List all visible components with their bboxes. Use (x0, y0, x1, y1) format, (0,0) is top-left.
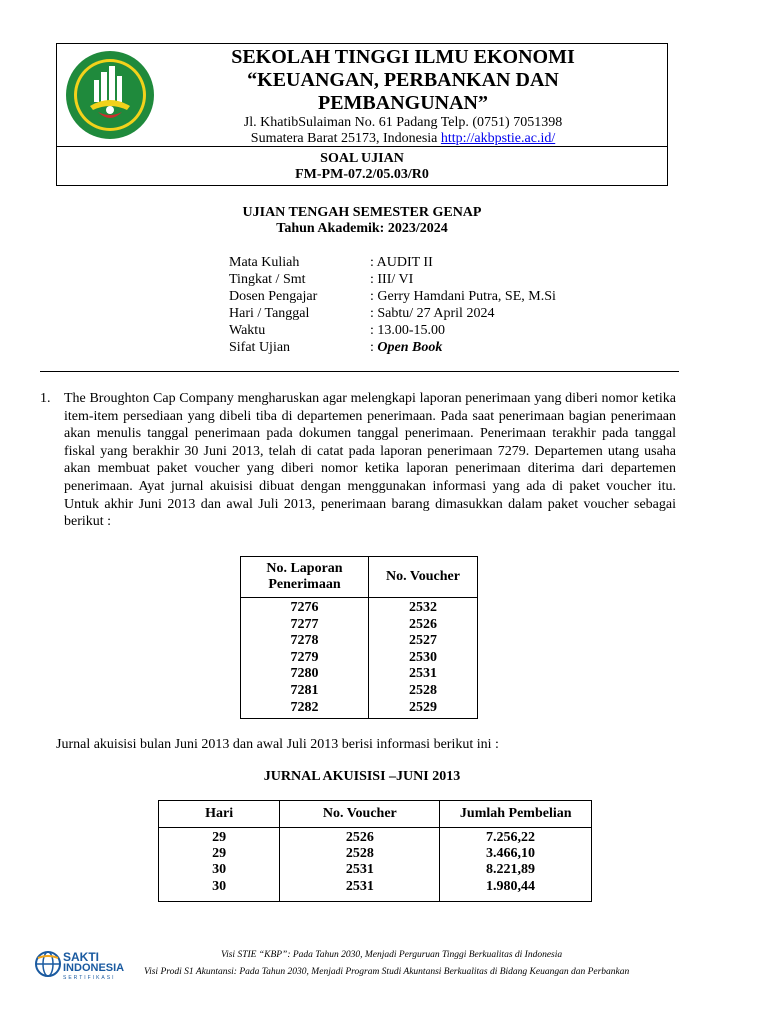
letterhead (56, 43, 668, 186)
table-cell: 30 (159, 879, 280, 902)
table-cell: 2532 (368, 598, 477, 617)
exam-type: Open Book (377, 340, 443, 355)
info-value: : III/ VI (370, 272, 414, 287)
exam-title: UJIAN TENGAH SEMESTER GENAP (242, 205, 482, 220)
table-row (241, 666, 478, 683)
journal-table (158, 800, 592, 902)
voucher-table (240, 556, 478, 719)
address-region: Sumatera Barat 25173, Indonesia (250, 131, 441, 146)
table-row (159, 828, 592, 847)
school-name-line-3: PEMBANGUNAN” (318, 92, 488, 114)
school-name-line-1: SEKOLAH TINGGI ILMU EKONOMI (231, 46, 575, 68)
sakti-logo (34, 946, 140, 986)
info-value: : 13.00-15.00 (370, 323, 446, 338)
info-value-exam-type (370, 339, 442, 356)
address-line-2 (153, 130, 653, 147)
sakti-text-1: SAKTI (63, 950, 99, 964)
table-row (241, 700, 478, 719)
doc-code: FM-PM-07.2/05.03/R0 (295, 167, 429, 182)
info-value: : AUDIT II (370, 255, 433, 270)
journal-intro: Jurnal akuisisi bulan Juni 2013 dan awal Juli 2013 berisi informasi berikut ini : (56, 737, 499, 752)
table-cell: 7282 (241, 700, 369, 719)
header-divider (57, 146, 667, 147)
info-value: : Gerry Hamdani Putra, SE, M.Si (370, 289, 556, 304)
table-cell: 2529 (368, 700, 477, 719)
table-cell: 2530 (368, 650, 477, 667)
column-header: Jumlah Pembelian (440, 801, 592, 828)
info-label: Dosen Pengajar (229, 289, 318, 304)
table-cell: 2528 (368, 683, 477, 700)
table-cell: 7276 (241, 598, 369, 617)
sakti-text-3: SERTIFIKASI (63, 975, 116, 981)
table-cell: 7277 (241, 617, 369, 634)
table-cell: 7279 (241, 650, 369, 667)
table-cell: 3.466,10 (440, 846, 592, 862)
table-cell: 2526 (280, 828, 440, 847)
column-header: No. Voucher (368, 557, 477, 598)
table-row (241, 633, 478, 650)
question-text: The Broughton Cap Company mengharuskan agar melengkapi laporan penerimaan yang diberi nomor ketika item-item persediaan yang dibeli tiba di departemen penerimaan. Pada saat penerimaan bagian penerimaan akan menulis tanggal penerimaan pada dokumen tanggal penerimaan. Penerimaan terakhir pada tanggal fiskal yang berakhir 30 Juni 2013, telah di catat pada laporan penerimaan 7279. Departemen utang usaha akan membuat paket voucher yang diberi nomor ketika laporan penerimaan diterima dari departemen penerimaan. Ayat jurnal akuisisi dibuat dengan menggunakan informasi yang ada di paket voucher itu. Untuk akhir Juni 2013 dan awal Juli 2013, penerimaan barang dimasukkan dalam paket voucher sebagai berikut : (64, 391, 676, 530)
info-value: : Sabtu/ 27 April 2024 (370, 306, 495, 321)
info-label: Tingkat / Smt (229, 272, 306, 287)
info-label: Hari / Tanggal (229, 306, 310, 321)
info-label: Sifat Ujian (229, 340, 291, 355)
academic-year: Tahun Akademik: 2023/2024 (276, 221, 448, 236)
table-cell: 7280 (241, 666, 369, 683)
address-line-1: Jl. KhatibSulaiman No. 61 Padang Telp. (0751) 7051398 (243, 115, 563, 130)
table-cell: 2531 (280, 862, 440, 878)
vision-institution: Visi STIE “KBP”: Pada Tahun 2030, Menjadi Perguruan Tinggi Berkualitas di Indonesia (221, 950, 563, 960)
column-header: Hari (159, 801, 280, 828)
sakti-text-2: INDONESIA (63, 962, 125, 974)
vision-program: Visi Prodi S1 Akuntansi: Pada Tahun 2030, Menjadi Program Studi Akuntansi Berkualitas di Bidang Keuangan dan Perbankan (144, 967, 630, 977)
column-header: No. Voucher (280, 801, 440, 828)
table-cell: 8.221,89 (440, 862, 592, 878)
table-cell: 30 (159, 862, 280, 878)
table-row (159, 846, 592, 862)
table-cell: 29 (159, 828, 280, 847)
table-cell: 2526 (368, 617, 477, 634)
info-label: Mata Kuliah (229, 255, 300, 270)
globe-icon (34, 950, 62, 978)
table-cell: 1.980,44 (440, 879, 592, 902)
table-cell: 7278 (241, 633, 369, 650)
school-name-line-2: “KEUANGAN, PERBANKAN DAN (247, 69, 559, 91)
separator-rule (40, 371, 679, 372)
table-row (241, 617, 478, 634)
table-row (241, 650, 478, 667)
table-cell: 2528 (280, 846, 440, 862)
info-colon: : (370, 340, 378, 355)
doc-type: SOAL UJIAN (320, 151, 404, 166)
table-cell: 2527 (368, 633, 477, 650)
table-cell: 7281 (241, 683, 369, 700)
column-header: No. Laporan Penerimaan (241, 557, 369, 598)
table-row (159, 862, 592, 878)
table-cell: 2531 (368, 666, 477, 683)
table-cell: 7.256,22 (440, 828, 592, 847)
table-cell: 29 (159, 846, 280, 862)
table-row (241, 598, 478, 617)
journal-title: JURNAL AKUISISI –JUNI 2013 (263, 769, 461, 784)
school-logo-icon (65, 50, 155, 140)
table-row (241, 683, 478, 700)
info-label: Waktu (229, 323, 266, 338)
table-row (159, 879, 592, 902)
question-number: 1. (40, 391, 51, 406)
table-cell: 2531 (280, 879, 440, 902)
website-link[interactable]: http://akbpstie.ac.id/ (440, 131, 556, 146)
